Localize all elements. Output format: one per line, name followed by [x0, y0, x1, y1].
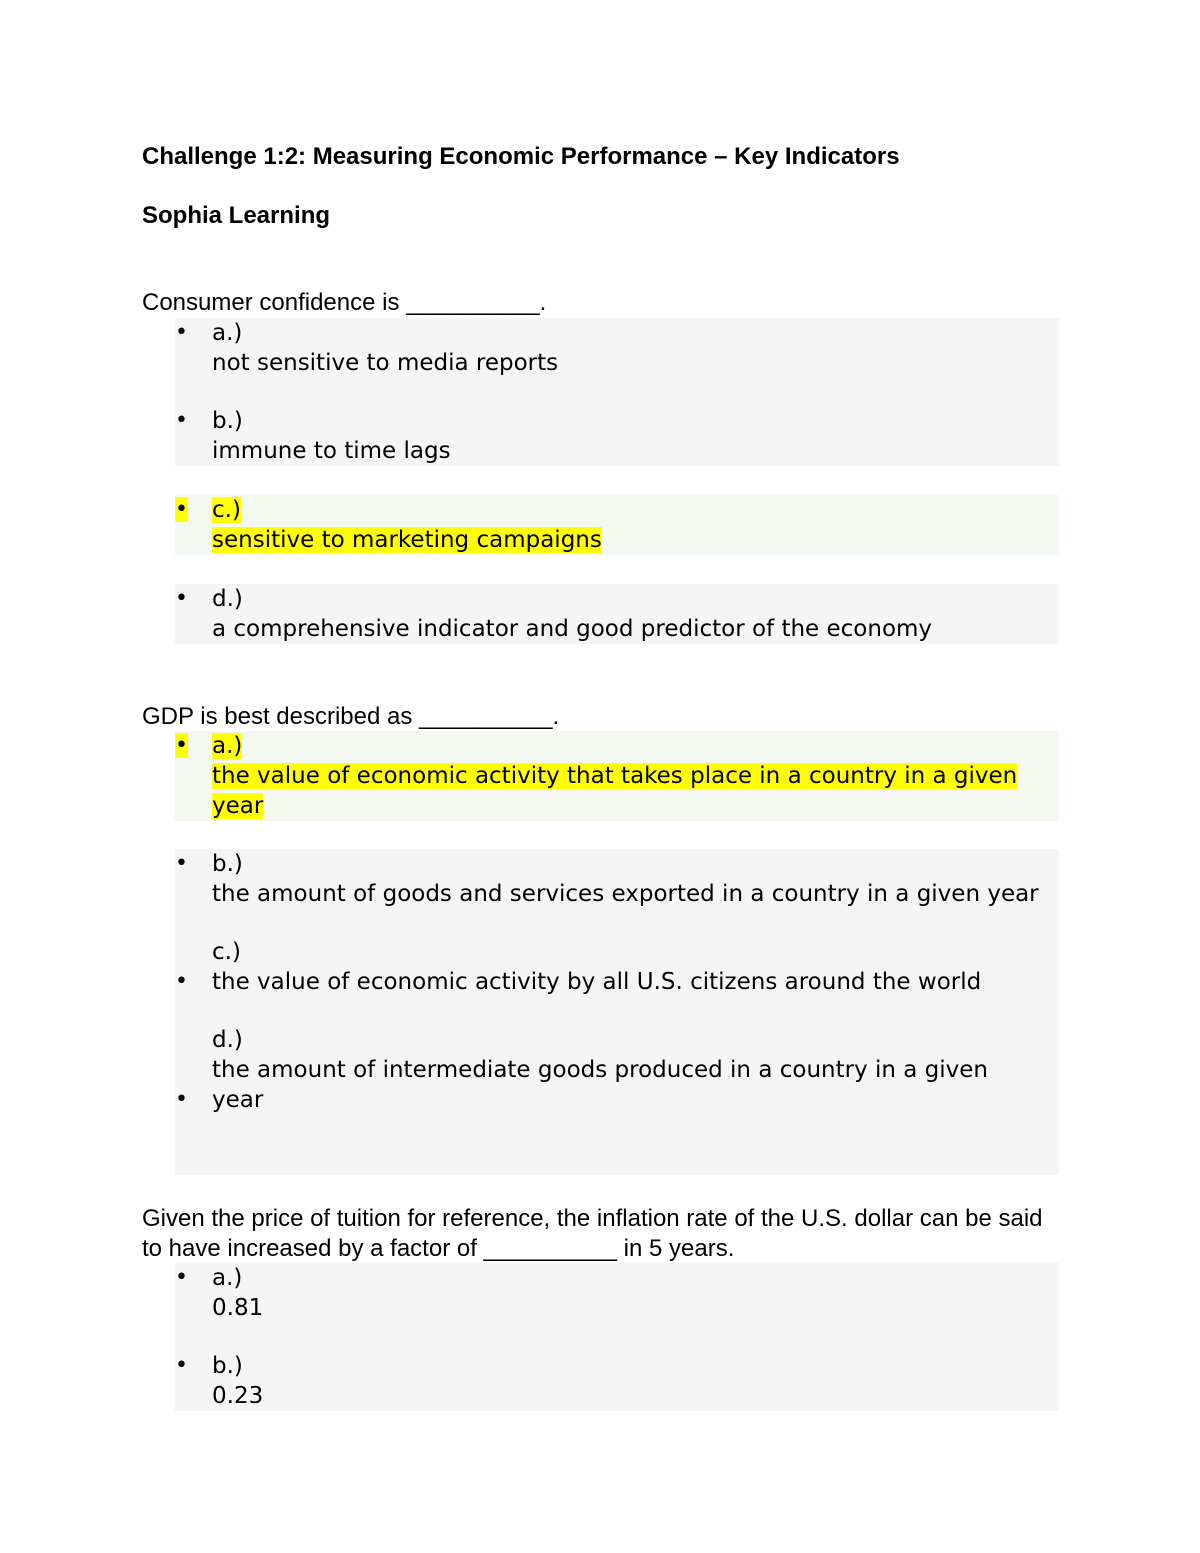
option-text: not sensitive to media reports: [212, 350, 559, 376]
document-subtitle: Sophia Learning: [142, 202, 331, 229]
bullet-icon: •: [175, 320, 188, 345]
bullet-icon: •: [175, 969, 188, 994]
bullet-icon: •: [175, 497, 188, 522]
question-2-option-a: [175, 731, 1059, 821]
question-1-option-c: [175, 495, 1059, 555]
question-1-options: [175, 318, 1059, 466]
bullet-icon: •: [175, 851, 188, 876]
bullet-icon: •: [175, 733, 188, 758]
bullet-icon: •: [175, 408, 188, 433]
option-text: the amount of intermediate goods produced in a country in a given year: [212, 1057, 989, 1113]
option-text: sensitive to marketing campaigns: [212, 527, 602, 553]
document-title: Challenge 1:2: Measuring Economic Performance – Key Indicators: [142, 143, 900, 170]
question-2-option-b: [175, 849, 1059, 1175]
question-1-option-c-list: [175, 495, 1059, 555]
option-text: the value of economic activity that takes place in a country in a given year: [212, 763, 1018, 819]
question-1-option-a: [175, 318, 1059, 466]
option-letter: d.): [212, 1027, 243, 1053]
option-letter: b.): [212, 1353, 243, 1379]
question-2-option-bcd-list: [175, 849, 1059, 1175]
question-1-option-d-list: [175, 584, 1059, 644]
option-text: the value of economic activity by all U.S. citizens around the world: [212, 969, 982, 995]
option-letter: a.): [212, 733, 243, 759]
question-1-option-d: [175, 584, 1059, 644]
option-text: 0.81: [212, 1295, 264, 1321]
option-letter: c.): [212, 497, 241, 523]
question-1-prompt: Consumer confidence is __________.: [142, 289, 547, 316]
option-letter: d.): [212, 586, 243, 612]
question-3-options: [175, 1263, 1059, 1411]
question-2-prompt: GDP is best described as __________.: [142, 703, 560, 730]
bullet-icon: •: [175, 1087, 188, 1112]
option-letter: b.): [212, 851, 243, 877]
bullet-icon: •: [175, 1265, 188, 1290]
option-text: immune to time lags: [212, 438, 451, 464]
option-letter: a.): [212, 320, 243, 346]
bullet-icon: •: [175, 1353, 188, 1378]
option-text: 0.23: [212, 1383, 264, 1409]
question-2-option-a-list: [175, 731, 1059, 821]
option-text: the amount of goods and services exported in a country in a given year: [212, 881, 1039, 907]
option-letter: c.): [212, 939, 241, 965]
option-text: a comprehensive indicator and good predictor of the economy: [212, 616, 933, 642]
question-3-option-a: [175, 1263, 1059, 1411]
question-3-prompt: Given the price of tuition for reference, the inflation rate of the U.S. dollar can be said to have increased by a factor of __________ in 5 years.: [142, 1205, 1043, 1262]
option-letter: a.): [212, 1265, 243, 1291]
bullet-icon: •: [175, 586, 188, 611]
option-letter: b.): [212, 408, 243, 434]
